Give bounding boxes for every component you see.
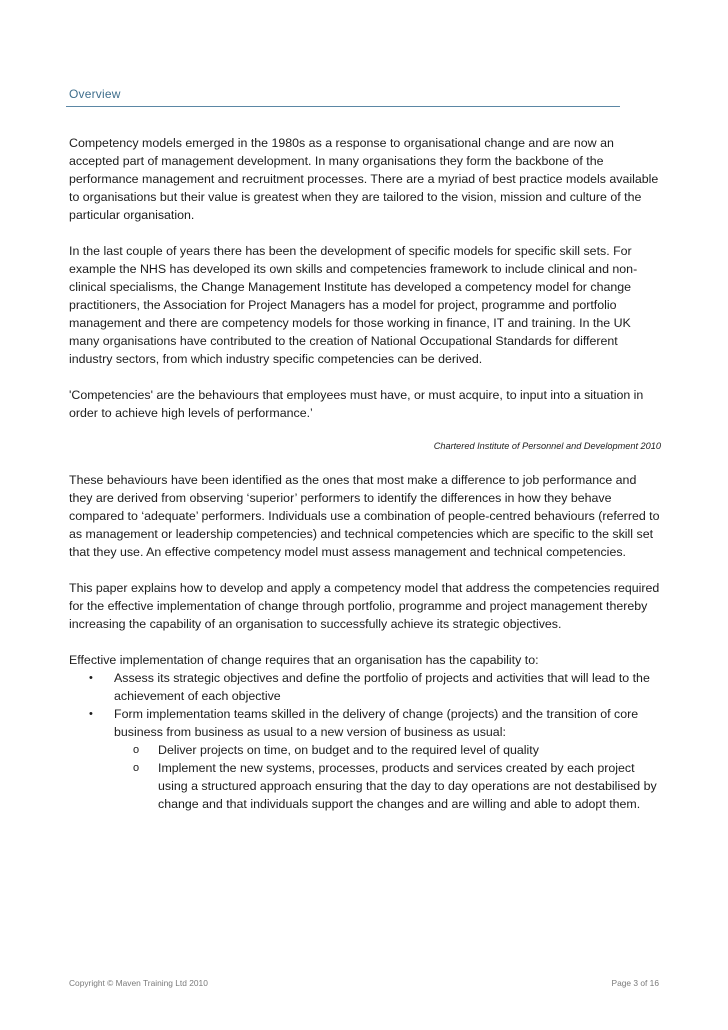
- quote-text: 'Competencies' are the behaviours that employees must have, or must acquire, to input into a situation in order to achieve high levels of performance.’: [69, 388, 644, 420]
- document-body: [69, 134, 661, 813]
- footer-copyright: Copyright © Maven Training Ltd 2010: [69, 978, 208, 988]
- section-heading: Overview: [69, 87, 121, 101]
- paragraph-3: These behaviours have been identified as the ones that most make a difference to job performance and they are derived from observing ‘superior’ performers to identify the differences in how they behave compared to ‘adequate’ performers. Individuals use a combination of people-centred behaviours (referred to as management or leadership competencies) and technical competencies which are specific to the skill set that they use. An effective competency model must assess management and technical competencies.: [69, 473, 660, 559]
- list-item-text: Form implementation teams skilled in the delivery of change (projects) and the transition of core business from business as usual to a new version of business as usual:: [114, 707, 639, 739]
- bullet-icon: •: [89, 708, 93, 720]
- footer-page-number: Page 3 of 16: [611, 978, 659, 988]
- bullet-icon: •: [89, 672, 93, 684]
- list-intro: Effective implementation of change requires that an organisation has the capability to:: [69, 653, 539, 667]
- sub-list-item: [114, 741, 661, 759]
- quote-citation: Chartered Institute of Personnel and Development 2010: [433, 441, 661, 451]
- paragraph-1: Competency models emerged in the 1980s as a response to organisational change and are now an accepted part of management development. In many organisations they form the backbone of the performance management and recruitment processes. There are a myriad of best practice models available to organisations but their value is greatest when they are tailored to the vision, mission and culture of the particular organisation.: [69, 136, 659, 222]
- list-item-text: Assess its strategic objectives and define the portfolio of projects and activities that will lead to the achievement of each objective: [114, 671, 650, 703]
- sub-list-item: [114, 759, 661, 813]
- bullet-list: [69, 669, 661, 813]
- list-item: [69, 705, 661, 813]
- list-item: [69, 669, 661, 705]
- paragraph-2: In the last couple of years there has been the development of specific models for specific skill sets. For example the NHS has developed its own skills and competencies framework to include clinical and non-clinical specialisms, the Change Management Institute has developed a competency model for change practitioners, the Association for Project Managers has a model for project, programme and portfolio management and there are competency models for those working in finance, IT and training. In the UK many organisations have contributed to the creation of National Occupational Standards for different industry sectors, from which industry specific competencies can be derived.: [69, 244, 638, 366]
- paragraph-4: This paper explains how to develop and apply a competency model that address the competencies required for the effective implementation of change through portfolio, programme and project management thereby increasing the capability of an organisation to successfully achieve its strategic objectives.: [69, 581, 660, 631]
- sub-bullet-icon: o: [133, 762, 140, 774]
- sub-bullet-list: [114, 741, 661, 813]
- sub-bullet-icon: o: [133, 744, 140, 756]
- sub-list-item-text: Deliver projects on time, on budget and to the required level of quality: [158, 743, 539, 757]
- heading-underline: [66, 106, 620, 107]
- sub-list-item-text: Implement the new systems, processes, products and services created by each project using a structured approach ensuring that the day to day operations are not destabilised by change and that individuals support the changes and are willing and able to adopt them.: [158, 761, 657, 811]
